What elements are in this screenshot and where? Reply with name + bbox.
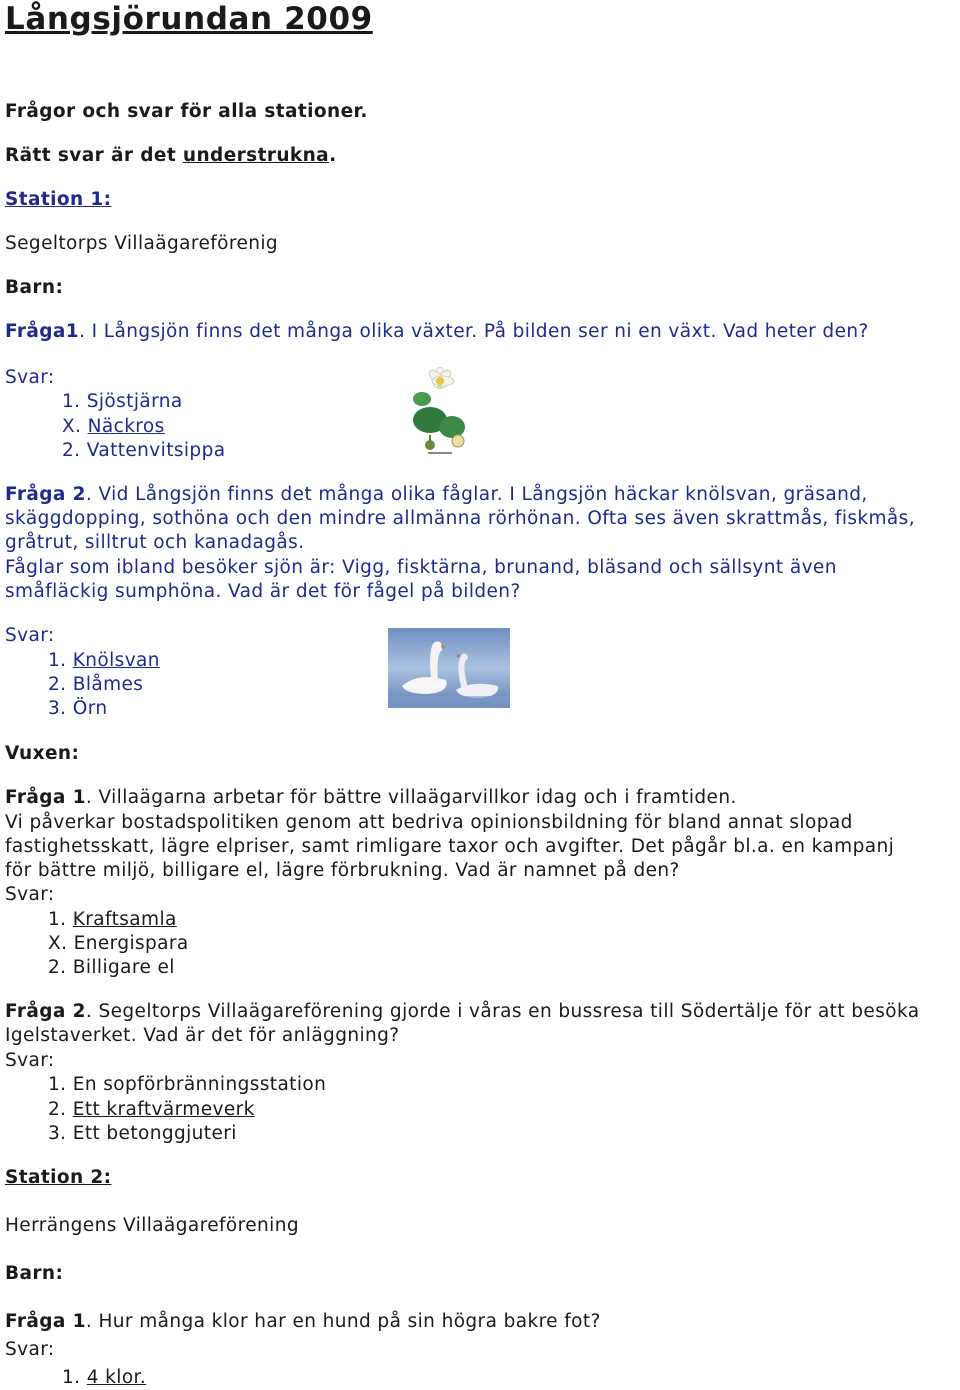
answer-option: 1. Knölsvan [48,650,160,671]
svar-label: Svar: [5,1050,55,1071]
answer-option: X. Energispara [48,933,189,954]
svar-label: Svar: [5,884,55,905]
intro-correct-answers-line: Rätt svar är det understrukna. [5,145,337,166]
barn-label: Barn: [5,277,64,298]
station-1-barn-question-2: Fråga 2. Vid Långsjön finns det många olika fåglar. I Långsjön häckar knölsvan, gräsand, [5,484,868,505]
question-text-line: fastighetsskatt, lägre elpriser, samt rimligare taxor och avgifter. Det pågår bl.a. en kampanj [5,836,895,857]
station-1-name: Segeltorps Villaägareförenig [5,233,279,254]
station-2-heading: Station 2: [5,1167,112,1188]
document-title: Långsjörundan 2009 [5,1,373,37]
question-label: Fråga1 [5,321,80,342]
svar-label: Svar: [5,1339,55,1360]
answer-option: 1. 4 klor. [62,1367,147,1388]
underlined-word: understrukna [182,145,330,166]
question-text-line: skäggdopping, sothöna och den mindre allmänna rörhönan. Ofta ses även skrattmås, fiskmås, [5,508,915,529]
answer-option: 3. Örn [48,698,108,719]
station-2-barn-question-1: Fråga 1. Hur många klor har en hund på sin högra bakre fot? [5,1311,601,1332]
answer-option: 2. Ett kraftvärmeverk [48,1099,255,1120]
question-label: Fråga 1 [5,1311,86,1332]
answer-option: 3. Ett betonggjuteri [48,1123,237,1144]
question-text-line: Vi påverkar bostadspolitiken genom att bedriva opinionsbildning för bland annat slopad [5,812,853,833]
question-label: Fråga 2 [5,1001,86,1022]
answer-option: 2. Billigare el [48,957,175,978]
question-text-line: Fåglar som ibland besöker sjön är: Vigg, fisktärna, brunand, bläsand och sällsynt även [5,557,837,578]
question-text-line: för bättre miljö, billigare el, lägre förbrukning. Vad är namnet på den? [5,860,680,881]
vuxen-label: Vuxen: [5,743,80,764]
answer-option: 1. En sopförbränningsstation [48,1074,327,1095]
station-1-vuxen-question-1: Fråga 1. Villaägarna arbetar för bättre villaägarvillkor idag och i framtiden. [5,787,737,808]
answer-option: 1. Kraftsamla [48,909,177,930]
barn-label: Barn: [5,1263,64,1284]
question-text-line: gråtrut, silltrut och kanadagås. [5,532,305,553]
answer-option: 2. Blåmes [48,674,144,695]
swans-image [388,628,510,708]
question-label: Fråga 2 [5,484,86,505]
intro-line: Frågor och svar för alla stationer. [5,101,368,122]
question-label: Fråga 1 [5,787,86,808]
answer-option: 2. Vattenvitsippa [62,440,226,461]
svar-label: Svar: [5,367,55,388]
water-lily-image [408,365,470,457]
answer-option: X. Näckros [62,416,165,437]
station-1-vuxen-question-2: Fråga 2. Segeltorps Villaägareförening gjorde i våras en bussresa till Södertälje för att besöka [5,1001,920,1022]
answer-option: 1. Sjöstjärna [62,391,183,412]
station-2-name: Herrängens Villaägareförening [5,1215,299,1236]
question-text-line: Igelstaverket. Vad är det för anläggning? [5,1025,400,1046]
station-1-barn-question-1: Fråga1. I Långsjön finns det många olika växter. På bilden ser ni en växt. Vad heter den? [5,321,869,342]
svar-label: Svar: [5,625,55,646]
question-text-line: småfläckig sumphöna. Vad är det för fågel på bilden? [5,581,521,602]
station-1-heading: Station 1: [5,189,112,210]
